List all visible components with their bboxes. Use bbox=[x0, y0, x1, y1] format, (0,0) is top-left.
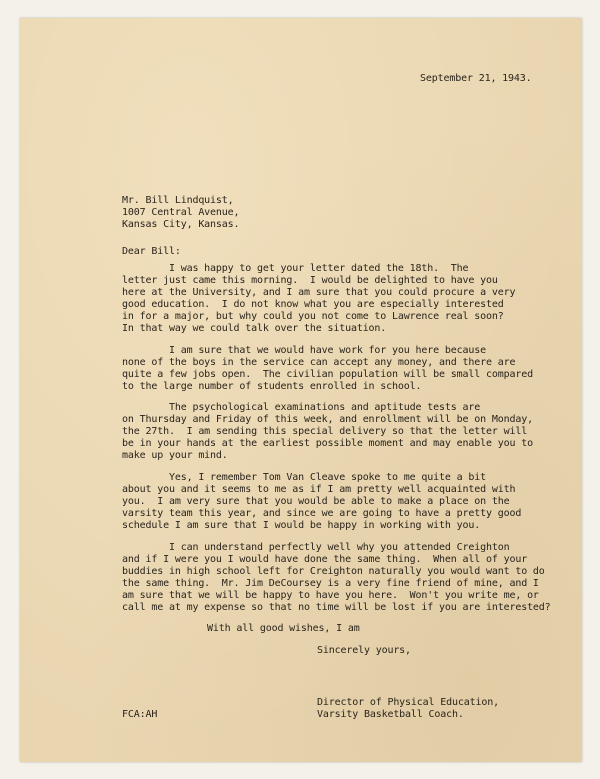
body-line: I am sure that we would have work for you here because bbox=[122, 345, 486, 356]
body-line: call me at my expense so that no time will be lost if you are interested? bbox=[122, 602, 551, 613]
body-line: buddies in high school left for Creighton naturally you would want to do bbox=[122, 566, 545, 577]
salutation: Dear Bill: bbox=[122, 246, 181, 257]
letter-page bbox=[20, 18, 582, 762]
body-line: schedule I am sure that I would be happy in working with you. bbox=[122, 520, 481, 531]
body-line: the 27th. I am sending this special delivery so that the letter will bbox=[122, 426, 528, 437]
body-line: good education. I do not know what you are especially interested bbox=[122, 299, 504, 310]
complimentary-close: Sincerely yours, bbox=[317, 645, 411, 656]
body-line: in for a major, but why could you not come to Lawrence real soon? bbox=[122, 311, 504, 322]
body-line: I was happy to get your letter dated the 18th. The bbox=[122, 263, 469, 274]
body-line: you. I am very sure that you would be able to make a place on the bbox=[122, 496, 510, 507]
closing-wish: With all good wishes, I am bbox=[207, 623, 360, 634]
body-line: I can understand perfectly well why you attended Creighton bbox=[122, 542, 510, 553]
signature-title-line: Director of Physical Education, bbox=[317, 697, 499, 708]
body-line: none of the boys in the service can accept any money, and there are bbox=[122, 357, 516, 368]
body-line: varsity team this year, and since we are going to have a pretty good bbox=[122, 508, 522, 519]
reference-initials: FCA:AH bbox=[122, 709, 158, 720]
body-line: quite a few jobs open. The civilian population will be small compared bbox=[122, 369, 533, 380]
recipient-city: Kansas City, Kansas. bbox=[122, 219, 240, 230]
recipient-street: 1007 Central Avenue, bbox=[122, 207, 240, 218]
body-line: the same thing. Mr. Jim DeCoursey is a very fine friend of mine, and I bbox=[122, 578, 539, 589]
body-line: to the large number of students enrolled in school. bbox=[122, 381, 422, 392]
body-line: In that way we could talk over the situation. bbox=[122, 323, 387, 334]
body-line: about you and it seems to me as if I am pretty well acquainted with bbox=[122, 484, 516, 495]
letter-date: September 21, 1943. bbox=[420, 73, 532, 84]
body-line: Yes, I remember Tom Van Cleave spoke to me quite a bit bbox=[122, 472, 486, 483]
body-line: letter just came this morning. I would be delighted to have you bbox=[122, 275, 498, 286]
recipient-name: Mr. Bill Lindquist, bbox=[122, 195, 234, 206]
body-line: on Thursday and Friday of this week, and enrollment will be on Monday, bbox=[122, 414, 533, 425]
body-line: The psychological examinations and aptitude tests are bbox=[122, 402, 481, 413]
body-line: here at the University, and I am sure that you could procure a very bbox=[122, 287, 516, 298]
body-line: and if I were you I would have done the same thing. When all of your bbox=[122, 554, 528, 565]
body-line: am sure that we will be happy to have you here. Won't you write me, or bbox=[122, 590, 539, 601]
signature-title-line: Varsity Basketball Coach. bbox=[317, 709, 464, 720]
body-line: make up your mind. bbox=[122, 450, 228, 461]
body-line: be in your hands at the earliest possible moment and may enable you to bbox=[122, 438, 533, 449]
